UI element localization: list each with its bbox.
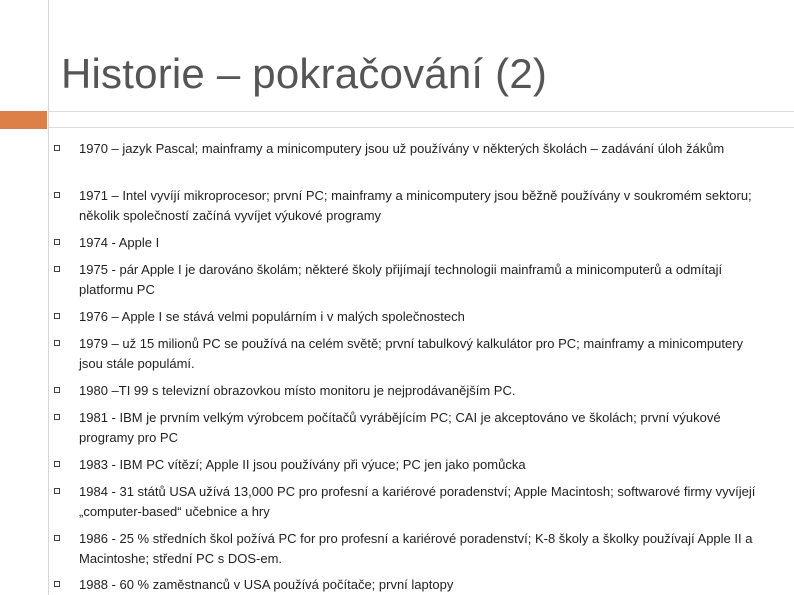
bullet-item-1970 xyxy=(79,139,759,159)
square-bullet-icon xyxy=(54,266,60,272)
bullet-item-1975 xyxy=(79,260,759,300)
square-bullet-icon xyxy=(54,340,60,346)
bullet-item-1976 xyxy=(79,307,759,327)
square-bullet-icon xyxy=(54,192,60,198)
bullet-text: 1976 – Apple I se stává velmi populárním i v malých společnostech xyxy=(79,309,465,324)
square-bullet-icon xyxy=(54,239,60,245)
square-bullet-icon xyxy=(54,461,60,467)
bullet-item-1971 xyxy=(79,186,759,226)
square-bullet-icon xyxy=(54,535,60,541)
bullet-item-1988 xyxy=(79,575,759,595)
slide-title: Historie – pokračování (2) xyxy=(61,50,548,97)
square-bullet-icon xyxy=(54,414,60,420)
bullet-item-1981 xyxy=(79,408,759,448)
square-bullet-icon xyxy=(54,145,60,151)
bullet-item-1974 xyxy=(79,233,759,253)
square-bullet-icon xyxy=(54,313,60,319)
bullet-item-1986 xyxy=(79,529,759,569)
bullet-text: 1974 - Apple I xyxy=(79,235,160,250)
bullet-text: 1975 - pár Apple I je darováno školám; některé školy přijímají technologii mainframů a minicomputerů a odmítají platformu PC xyxy=(79,262,723,297)
bullet-text: 1979 – už 15 milionů PC se používá na celém světě; první tabulkový kalkulátor pro PC; mainframy a minicomputery jsou stále populámí. xyxy=(79,336,744,371)
bullet-text: 1986 - 25 % středních škol požívá PC for pro profesní a kariérové poradenství; K-8 školy a školky používají Apple II a Macintoshe; střední PC s DOS-em. xyxy=(79,531,753,566)
bullet-text: 1988 - 60 % zaměstnanců v USA používá počítače; první laptopy xyxy=(79,577,454,592)
square-bullet-icon xyxy=(54,387,60,393)
bullet-text: 1983 - IBM PC vítězí; Apple II jsou používány při výuce; PC jen jako pomůcka xyxy=(79,457,526,472)
square-bullet-icon xyxy=(54,581,60,587)
square-bullet-icon xyxy=(54,488,60,494)
bullet-text: 1970 – jazyk Pascal; mainframy a minicomputery jsou už používány v některých školách – zadávání úloh žákům xyxy=(79,141,725,156)
bullet-item-1983 xyxy=(79,455,759,475)
bullet-item-1984 xyxy=(79,482,759,522)
bullet-text: 1971 – Intel vyvíjí mikroprocesor; první PC; mainframy a minicomputery jsou běžně používány v soukromém sektoru; několik společností začíná vyvíjet výukové programy xyxy=(79,188,752,223)
bullet-text: 1984 - 31 států USA užívá 13,000 PC pro profesní a kariérové poradenství; Apple Macintosh; softwarové firmy vyvíjejí „computer-based“ učebnice a hry xyxy=(79,484,756,519)
bullet-item-1979 xyxy=(79,334,759,374)
bullet-item-1980 xyxy=(79,381,759,401)
bullet-text: 1980 –TI 99 s televizní obrazovkou místo monitoru je nejprodávanějším PC. xyxy=(79,383,516,398)
bullet-text: 1981 - IBM je prvním velkým výrobcem počítačů vyrábějícím PC; CAI je akceptováno ve školách; první výukové programy pro PC xyxy=(79,410,721,445)
